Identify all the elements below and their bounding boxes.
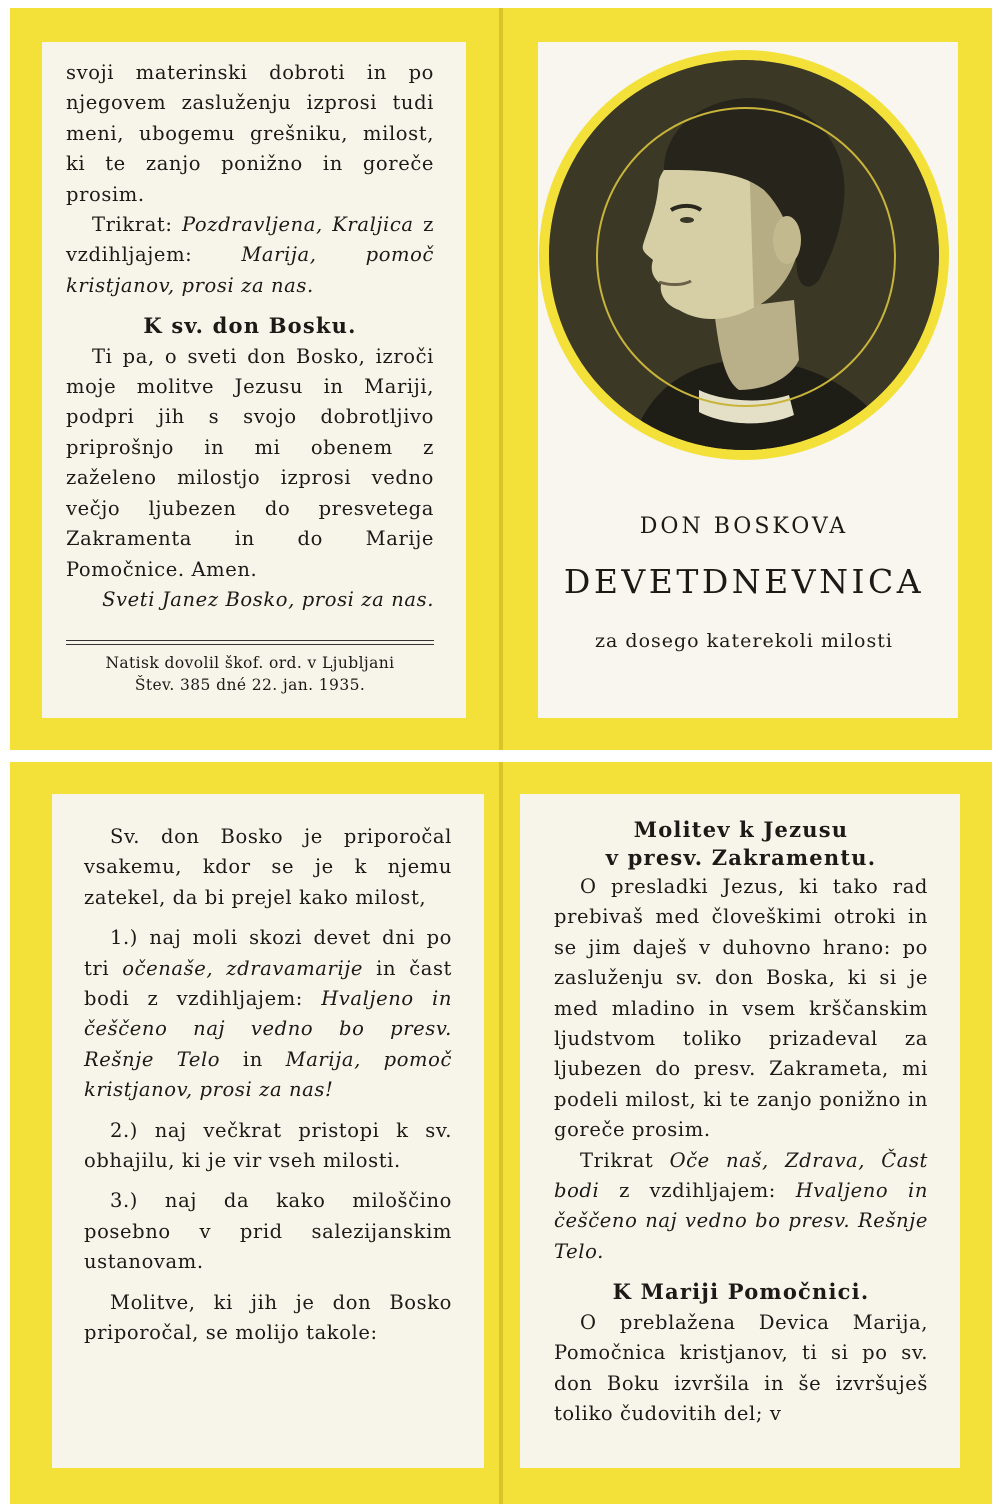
page1-trikrat — [66, 210, 434, 301]
page3-text — [84, 822, 452, 1349]
cover-title-main: DEVETDNEVNICA — [563, 562, 925, 601]
trikrat-lead: Trikrat — [580, 1148, 670, 1172]
instructions-outro: Molitve, ki jih je don Bosko priporočal, se molijo takole: — [84, 1290, 452, 1345]
prayer-to-jesus: O presladki Jezus, ki tako rad prebivaš med človeškimi otroki in se jim daješ v duhovno hrano: po zasluženju sv. don Boska, ki si je med mladino in vsem krščanskim ljudstvom toliko prizadeval za ljubezen do presv. Zakrameta, mi podeli milost, ki te zanjo ponižno in goreče prosim. — [554, 875, 928, 1142]
item1-part-e: in — [220, 1047, 286, 1071]
cover-title-small: DON BOSKOVA — [639, 514, 849, 539]
heading-molitev-line-1: Molitev k Jezusu — [633, 817, 849, 842]
fold-line — [499, 762, 503, 1504]
trikrat-italic: Oče naš, Zdrava, Čast bodi — [554, 1148, 928, 1203]
trikrat-italic-2: Marija, pomoč kristjanov, prosi za nas. — [66, 243, 434, 297]
trikrat-italic: Pozdravljena, Kraljica — [182, 213, 414, 237]
cover-subtitle: za dosego katerekoli milosti — [595, 630, 893, 652]
imprint-line-1: Natisk dovolil škof. ord. v Ljubljani — [105, 654, 395, 672]
trikrat-lead: Trikrat: — [92, 213, 182, 237]
page4-trikrat — [554, 1146, 928, 1268]
page1-text — [66, 58, 434, 615]
item1-part-d: Hvaljeno in češčeno naj vedno bo presv. Rešnje Telo — [84, 987, 452, 1071]
page1-paragraph: svoji materinski dobroti in po njegovem zasluženju izprosi tudi meni, ubogemu grešniku, milost, ki te zanjo ponižno in goreče prosim. — [66, 61, 434, 206]
item1-part-b: očenaše, zdravamarije — [122, 956, 364, 980]
instruction-item-2: 2.) naj večkrat pristopi k sv. obhajilu, ki je vir vseh milosti. — [84, 1118, 452, 1173]
double-rule — [66, 640, 434, 645]
card-inner-spread — [10, 762, 992, 1504]
item1-part-c: in čast bodi z vzdihljajem: — [84, 956, 452, 1011]
prayer-to-don-bosco: Ti pa, o sveti don Bosko, izroči moje molitve Jezusu in Mariji, podpri jih s svojo dobrotljivo priprošnjo in mi obenem z zaželeno milostjo izprosi vedno večjo ljubezen do presvetega Zakramenta in do Marije Pomočnice. Amen. — [66, 344, 434, 581]
instruction-item-1 — [84, 923, 452, 1105]
prayer-to-mary: O preblažena Devica Marija, Pomočnica kristjanov, ti si po sv. don Boku izvršila in še izvršuješ toliko čudovitih del; v — [554, 1310, 928, 1425]
page-prayers — [520, 794, 960, 1468]
fold-line — [499, 8, 503, 750]
trikrat-mid: z vzdihljajem: — [66, 213, 434, 267]
item1-part-f: Marija, pomoč kristjanov, prosi za nas! — [84, 1047, 452, 1102]
trikrat-mid: z vzdihljajem: — [599, 1179, 796, 1203]
heading-k-sv-don-bosku: K sv. don Bosku. — [143, 313, 357, 339]
trikrat-italic-2: Hvaljeno in češčeno naj vedno bo presv. Rešnje Telo. — [554, 1179, 928, 1263]
page-cover — [538, 42, 958, 718]
signoff: Sveti Janez Bosko, prosi za nas. — [102, 587, 434, 611]
instructions-intro: Sv. don Bosko je priporočal vsakemu, kdor se je k njemu zatekel, da bi prejel kako milost, — [84, 825, 452, 909]
page-instructions — [52, 794, 484, 1468]
page4-text — [554, 816, 928, 1429]
heading-k-mariji-pomocnici: K Mariji Pomočnici. — [612, 1279, 870, 1305]
item1-part-a: 1.) naj moli skozi devet dni po tri — [84, 926, 452, 980]
imprint-line-2: Štev. 385 dné 22. jan. 1935. — [134, 676, 366, 694]
halo-ring — [596, 107, 896, 407]
imprint — [66, 652, 434, 696]
page-prayer-conclusion — [42, 42, 466, 718]
card-outer-spread — [10, 8, 992, 750]
heading-molitev-line-2: v presv. Zakramentu. — [605, 845, 877, 870]
instruction-item-3: 3.) naj da kako miloščino posebno v prid salezijanskim ustanovam. — [84, 1189, 452, 1274]
